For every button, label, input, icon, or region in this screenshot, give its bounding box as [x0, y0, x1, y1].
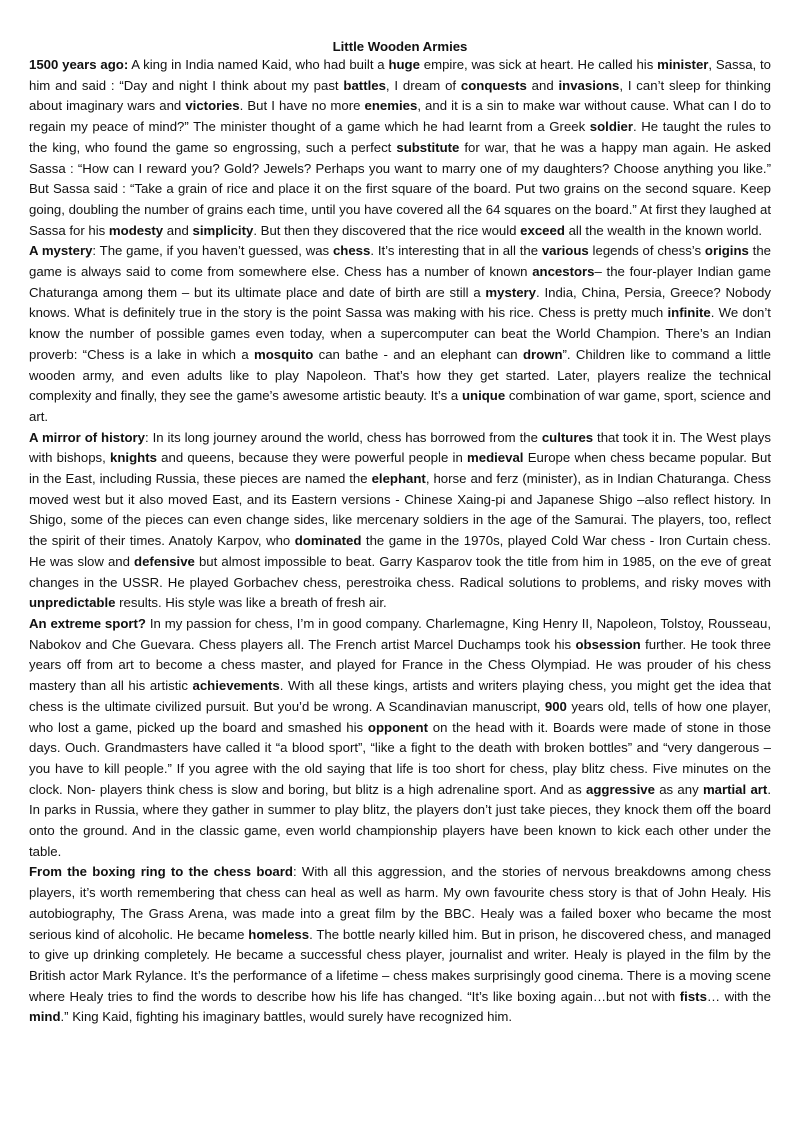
vocabulary-word: enemies [364, 98, 418, 114]
body-text: and [163, 222, 193, 238]
body-text: that took it in. The West plays with bishops, [29, 429, 771, 466]
paragraph-heading: From the boxing ring to the chess board [29, 864, 293, 880]
body-text: . We don’t know the number of possible games even today, when a supercomputer can beat the World Champion. There’s an Indian proverb: “Chess is a lake in which a [29, 305, 771, 362]
vocabulary-word: simplicity [192, 222, 254, 238]
body-text: and [526, 77, 559, 93]
vocabulary-word: fists [679, 988, 707, 1004]
body-text: … with the [706, 988, 771, 1004]
paragraph-heading: A mirror of history [29, 429, 146, 445]
document-title: Little Wooden Armies [332, 39, 468, 54]
vocabulary-word: origins [704, 243, 749, 259]
paragraph [29, 55, 771, 241]
body-text: the game is always said to come from somewhere else. Chess has a number of known [29, 243, 771, 280]
paragraph [29, 241, 771, 427]
vocabulary-word: battles [343, 77, 386, 93]
body-text: Europe when chess became popular. But in the East, including Russia, these pieces are named the [29, 450, 771, 487]
vocabulary-word: homeless [248, 926, 310, 942]
paragraph-heading: 1500 years ago: [29, 57, 129, 72]
vocabulary-word: exceed [520, 222, 565, 238]
vocabulary-word: victories [185, 98, 240, 114]
vocabulary-word: infinite [667, 305, 711, 321]
vocabulary-word: cultures [541, 429, 594, 445]
body-text: . In parks in Russia, where they gather in summer to play blitz, the players don’t just take pieces, they knock them off the board onto the ground. And in the classic game, even world championship players have been known to kick each other under the table. [29, 781, 771, 859]
vocabulary-word: mind [29, 1009, 61, 1025]
body-text: . India, China, Persia, Greece? Nobody knows. What is definitely true in the story is the point Sassa was making with his rice. Chess is pretty much [29, 284, 771, 321]
vocabulary-word: modesty [108, 222, 164, 238]
body-text: further. He took three years off from art to become a chess master, and played for France in the Chess Olympiad. He was prouder of his chess mastery than all his artistic [29, 636, 771, 694]
vocabulary-word: knights [110, 450, 157, 466]
body-text: . The bottle nearly killed him. But in prison, he discovered chess, and managed to give up drinking completely. He became a successful chess player, journalist and writer. Healy is played in the film by the British actor Mark Rylance. It’s the performance of a lifetime – chess makes surprisingly good cinema. There is a moving scene where Healy tries to find the words to describe how his life has changed. “It’s like boxing again…but not with [29, 926, 771, 1004]
body-text: : With all this aggression, and the stories of nervous breakdowns among chess players, it’s worth remembering that chess can heal as well as harm. My own favourite chess story is that of John Healy. His autobiography, The Grass Arena, was made into a great film by the BBC. Healy was a failed boxer who became the most serious kind of alcoholic. He became [29, 864, 772, 942]
body-text: , I dream of [385, 77, 461, 93]
paragraph [29, 428, 771, 614]
paragraph-heading: A mystery [29, 243, 93, 259]
body-text: results. His style was like a breath of fresh air. [115, 595, 387, 611]
body-text: on the head with it. Boards were made of stone in those days. Ouch. Grandmasters have called it “a blood sport”, “like a fight to the death with broken bottles” and “very dangerous – you have to kill people.” If you agree with the old saying that life is too short for chess, play blitz chess. Five minutes on the clock. Non- players think chess is slow and boring, but blitz is a high adrenaline sport. And as [29, 719, 771, 797]
body-text: the game in the 1970s, played Cold War chess - Iron Curtain chess. He was slow and [29, 533, 772, 569]
body-text: all the wealth in the known world. [564, 222, 763, 238]
vocabulary-word: opponent [367, 719, 428, 735]
paragraph-heading: An extreme sport? [29, 615, 146, 631]
body-text: combination of war game, sport, science and art. [29, 388, 771, 424]
body-text: .” King Kaid, fighting his imaginary battles, would surely have recognized him. [60, 1009, 513, 1025]
vocabulary-word: obsession [575, 636, 641, 652]
body-text: , horse and ferz (minister), as in Indian Chaturanga. Chess moved west but it also moved East, and its Eastern versions - Chinese Xaing-pi and Japanese Shigo –also reflect history. In Shigo, some of the pieces can even change sides, like mercenary soldiers in the age of the Samurai. The players, too, reflect the spirit of their times. Anatoly Karpov, who [29, 471, 771, 549]
vocabulary-word: conquests [460, 77, 527, 93]
body-text: but almost impossible to beat. Garry Kasparov took the title from him in 1985, on the eve of great changes in the USSR. He played Gorbachev chess, perestroika chess. Radical solutions to problems, and risky moves with [29, 553, 771, 590]
vocabulary-word: defensive [134, 553, 195, 569]
body-text: . With all these kings, artists and writers playing chess, you might get the idea that chess is the ultimate civilized pursuit. But you’d be wrong. A Scandinavian manuscript, [29, 678, 771, 714]
body-text: In my passion for chess, I’m in good company. Charlemagne, King Henry II, Napoleon, Tolstoy, Rousseau, Nabokov and Che Guevara. Chess players all. The French artist Marcel Duchamps took his [29, 615, 771, 652]
body-text: : The game, if you haven’t guessed, was [92, 243, 333, 259]
body-text: , and it is a sin to make war without cause. What can I do to regain my peace of mind?” The minister thought of a game which he had learnt from a Greek [29, 98, 771, 135]
paragraph [29, 862, 771, 1028]
vocabulary-word: soldier [589, 119, 634, 135]
vocabulary-word: 900 [544, 698, 567, 714]
body-text: : In its long journey around the world, chess has borrowed from the [145, 429, 542, 445]
body-text: can bathe - and an elephant can [313, 346, 523, 362]
paragraph [29, 614, 771, 862]
vocabulary-word: dominated [294, 533, 362, 549]
body-text: as any [654, 781, 703, 797]
vocabulary-word: drown [522, 346, 563, 362]
vocabulary-word: huge [388, 57, 420, 72]
body-text: , Sassa, to him and said : “Day and night I think about my past [29, 57, 771, 93]
vocabulary-word: various [541, 243, 589, 259]
vocabulary-word: ancestors [532, 264, 595, 280]
document-body [29, 55, 771, 1028]
body-text: empire, was sick at heart. He called his [419, 57, 658, 72]
vocabulary-word: minister [657, 57, 709, 72]
body-text: . But I have no more [239, 98, 365, 114]
vocabulary-word: unique [461, 388, 506, 404]
body-text: . It’s interesting that in all the [370, 243, 542, 259]
vocabulary-word: achievements [192, 678, 280, 694]
body-text: for war, that he was a happy man again. He asked Sassa : “How can I reward you? Gold? Jewels? Perhaps you want to marry one of my daughters? Choose anything you like.” But Sassa said : “Take a grain of rice and place it on the first square of the board. Put two grains on the second square. Keep going, doubling the number of grains each time, until you have covered all the 64 squares on the board.” At first they laughed at Sassa for his [29, 139, 771, 238]
vocabulary-word: unpredictable [29, 595, 116, 611]
body-text: years old, tells of how one player, who lost a game, picked up the board and smashed his [29, 698, 772, 735]
body-text: and queens, because they were powerful people in [156, 450, 468, 466]
body-text: . But then they discovered that the rice would [253, 222, 521, 238]
body-text: ”. Children like to command a little wooden army, and even adults like to play Napoleon. That’s how they get started. Later, players realize the technical complexity and finally, they see the game’s awesome artistic beauty. It’s a [29, 346, 772, 404]
vocabulary-word: mystery [485, 284, 537, 300]
vocabulary-word: medieval [467, 450, 524, 466]
vocabulary-word: elephant [371, 471, 426, 487]
vocabulary-word: mosquito [253, 346, 314, 362]
vocabulary-word: martial art [702, 781, 768, 797]
body-text: , I can’t sleep for thinking about imaginary wars and [29, 77, 771, 114]
vocabulary-word: chess [332, 243, 371, 259]
body-text: . He taught the rules to the king, who found the game so engrossing, such a perfect [29, 119, 772, 155]
body-text: – the four-player Indian game Chaturanga among them – but its ultimate place and date of birth are still a [29, 264, 771, 300]
vocabulary-word: aggressive [586, 781, 655, 797]
vocabulary-word: substitute [396, 139, 460, 155]
body-text: legends of chess’s [588, 243, 705, 259]
vocabulary-word: invasions [558, 77, 620, 93]
body-text: A king in India named Kaid, who had built a [128, 57, 389, 72]
